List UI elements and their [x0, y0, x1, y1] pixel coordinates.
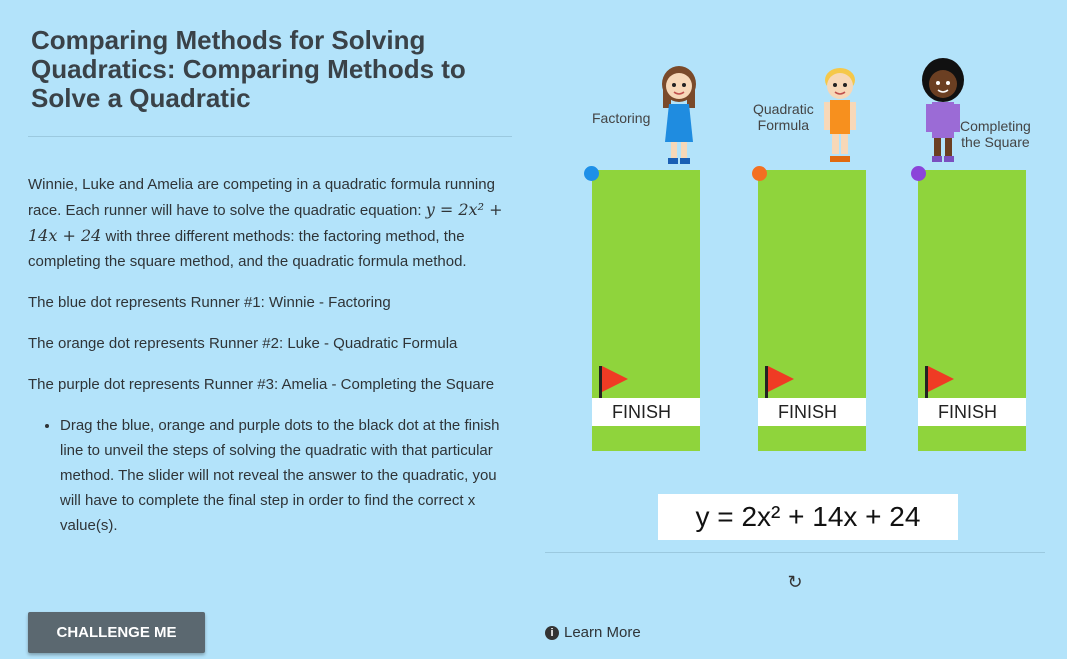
- flag-icon: [602, 366, 628, 392]
- equation-display: y = 2x² + 14x + 24: [658, 494, 958, 540]
- inline-equation: y = 2x² + 14x + 24: [28, 200, 503, 245]
- page-title: Comparing Methods for Solving Quadratics: Comparing Methods to Solve a Quadratic: [31, 25, 466, 113]
- finish-line: [592, 398, 700, 426]
- runner-label-quadratic-formula: [753, 101, 814, 133]
- orange-runner-dot[interactable]: [752, 166, 767, 181]
- finish-line: [918, 398, 1026, 426]
- runner-label-completing-square: [960, 118, 1031, 150]
- learn-more-link[interactable]: [545, 624, 641, 641]
- race-panel: [545, 0, 1045, 659]
- label-line: Quadratic: [753, 101, 814, 117]
- purple-dot-description: The purple dot represents Runner #3: Amelia - Completing the Square: [28, 376, 495, 393]
- finish-label: FINISH: [778, 402, 838, 422]
- blue-dot-description: The blue dot represents Runner #1: Winnie - Factoring: [28, 294, 391, 311]
- label-line: Formula: [757, 117, 810, 133]
- challenge-me-button[interactable]: CHALLENGE ME: [28, 612, 205, 653]
- purple-runner-dot[interactable]: [911, 166, 926, 181]
- runner-luke: [820, 64, 860, 170]
- label-line: Completing: [960, 118, 1031, 134]
- lane-quadratic-formula: [758, 170, 866, 451]
- blue-runner-dot[interactable]: [584, 166, 599, 181]
- description: [28, 172, 512, 538]
- refresh-icon[interactable]: ↻: [787, 572, 803, 592]
- instruction-list: [28, 413, 512, 538]
- flag-icon: [928, 366, 954, 392]
- finish-label: FINISH: [612, 402, 672, 422]
- orange-dot-description: The orange dot represents Runner #2: Luke - Quadratic Formula: [28, 335, 458, 352]
- label-line: the Square: [961, 134, 1030, 150]
- intro-paragraph: [28, 172, 512, 274]
- instruction-item: • Drag the blue, orange and purple dots to the black dot at the finish line to unveil the steps of solving the quadratic with that particular method. The slider will not reveal the answer to the quadratic, you will have to complete the final step in order to find the correct x value(s).: [60, 413, 512, 538]
- finish-line: [758, 398, 866, 426]
- finish-label: FINISH: [938, 402, 998, 422]
- info-icon: i: [545, 626, 559, 640]
- intro-text-after: with three different methods: the factoring method, the completing the square method, and the quadratic formula method.: [28, 228, 467, 270]
- runner-amelia: [920, 58, 966, 170]
- divider: [545, 552, 1045, 553]
- lane-completing-square: [918, 170, 1026, 451]
- flag-icon: [768, 366, 794, 392]
- intro-text: Winnie, Luke and Amelia are competing in a quadratic formula running race. Each runner will have to solve the quadratic equation:: [28, 176, 495, 219]
- runner-label-factoring: Factoring: [592, 110, 651, 126]
- divider: [28, 136, 512, 137]
- learn-more-label: Learn More: [564, 624, 641, 641]
- runner-winnie: [659, 64, 699, 170]
- lane-factoring: [592, 170, 700, 451]
